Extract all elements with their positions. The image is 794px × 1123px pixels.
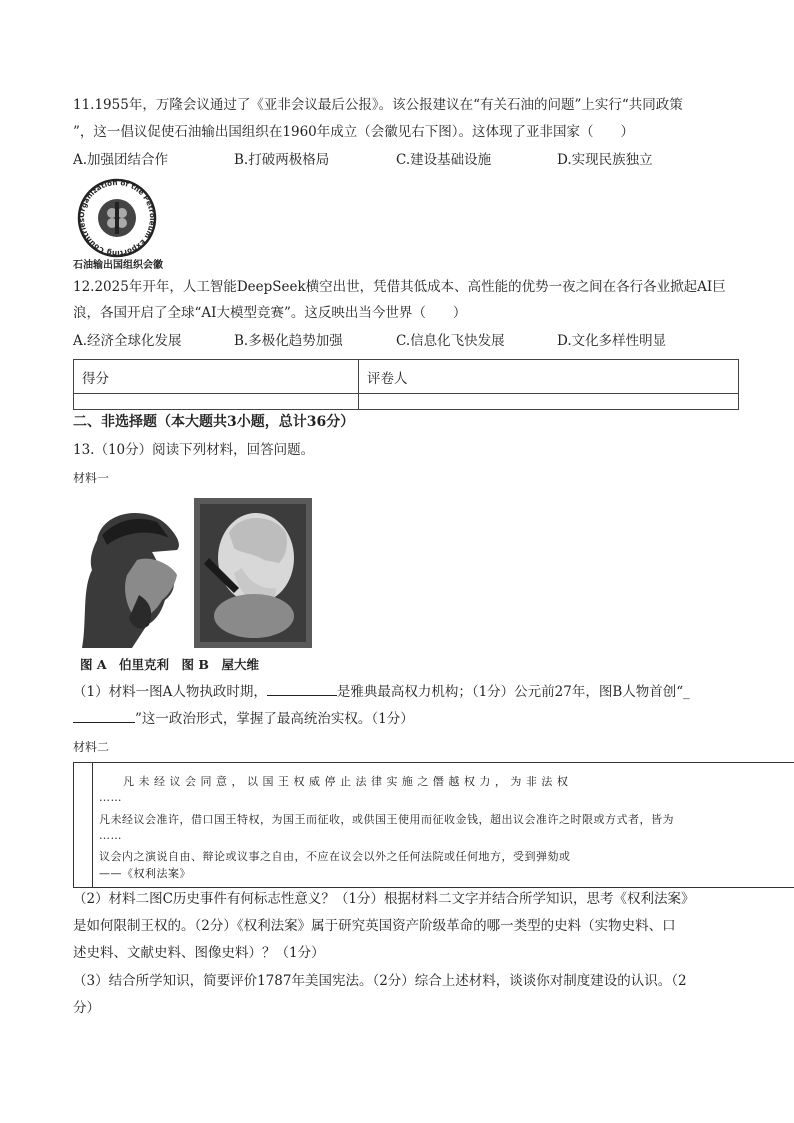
quote-line-2: 凡未经议会准许，借口国王特权，为国王而征收，或供国王使用而征收金钱，超出议会准许之时限或方式者，皆为: [99, 813, 674, 826]
score-cell[interactable]: [74, 394, 359, 410]
sub1-part-c: ”这一政治形式，掌握了最高统治实权。（1分）: [135, 711, 414, 727]
q12-line1: 12.2025年开年，人工智能DeepSeek横空出世，凭借其低成本、高性能的优势一夜之间在各行各业掀起AI巨: [73, 279, 726, 295]
quote-ellipsis-1: ……: [99, 791, 122, 804]
answer-blank-1[interactable]: [267, 681, 337, 696]
q13-sub2-line3: 述史料、文献史料、图像史料）？（1分）: [73, 945, 325, 961]
grader-cell[interactable]: [359, 394, 739, 410]
q13-sub1-line1: [73, 681, 690, 702]
octavian-image: [194, 498, 312, 648]
material2-label: 材料二: [73, 740, 110, 754]
emblem-caption: 石油输出国组织会徽: [73, 260, 163, 271]
score-header: 得分: [74, 360, 359, 394]
q11-line2: ”，这一倡议促使石油输出国组织在1960年成立（会徽见右下图）。这体现了亚非国家（ ）: [73, 124, 635, 140]
material2-quote-box: [73, 762, 794, 888]
emblem-ring-text: Organization of the Petroleum Exporting Countries: [76, 178, 158, 258]
answer-blank-2[interactable]: [73, 708, 135, 723]
section2-heading: 二、非选择题（本大题共3小题，总计36分）: [73, 414, 355, 430]
image-caption: 图 A 伯里克利 图 B 屋大维: [80, 657, 259, 672]
sub1-part-b: 是雅典最高权力机构；（1分）公元前27年，图B人物首创“_: [336, 684, 690, 700]
q11-option-b: B.打破两极格局: [234, 152, 330, 168]
pericles-image: [77, 500, 189, 648]
q12-option-c: C.信息化飞快发展: [396, 333, 505, 349]
quote-source: ——《权利法案》: [99, 867, 191, 880]
q13-intro: 13.（10分）阅读下列材料，回答问题。: [73, 442, 315, 458]
opec-emblem-icon: [74, 178, 160, 258]
sub1-part-a: （1）材料一图A人物执政时期，: [73, 684, 267, 700]
q13-sub1-line2: [73, 708, 414, 729]
material1-label: 材料一: [73, 471, 110, 485]
q12-option-d: D.文化多样性明显: [557, 333, 667, 349]
quote-line-1: 凡 未 经 议 会 同 意 ， 以 国 王 权 威 停 止 法 律 实 施 之 僭 越 权 力 ， 为 非 法 权: [123, 775, 569, 788]
q11-option-c: C.建设基础设施: [396, 152, 492, 168]
grader-header: 评卷人: [359, 360, 739, 394]
q11-line1: 11.1955年，万隆会议通过了《亚非会议最后公报》。该公报建议在“有关石油的问题”上实行“共同政策: [73, 97, 683, 113]
q11-option-d: D.实现民族独立: [557, 152, 653, 168]
score-table: [73, 359, 739, 410]
q13-sub3-line1: （3）结合所学知识，简要评价1787年美国宪法。（2分）综合上述材料，谈谈你对制度建设的认识。（2: [73, 973, 687, 989]
q13-sub2-line2: 是如何限制王权的。（2分）《权利法案》属于研究英国资产阶级革命的哪一类型的史料（实物史料、口: [73, 918, 676, 934]
q12-line2: 浪，各国开启了全球“AI大模型竞赛”。这反映出当今世界（ ）: [73, 305, 467, 321]
q13-sub2-line1: （2）材料二图C历史事件有何标志性意义？（1分）根据材料二文字并结合所学知识，思考《权利法案》: [73, 891, 695, 907]
quote-inner-frame: [92, 763, 794, 887]
q12-option-b: B.多极化趋势加强: [234, 333, 343, 349]
quote-line-3: 议会内之演说自由、辩论或议事之自由，不应在议会以外之任何法院或任何地方，受到弹劾或: [99, 850, 571, 863]
q11-option-a: A.加强团结合作: [73, 152, 169, 168]
q13-sub3-line2: 分）: [73, 1000, 100, 1016]
quote-ellipsis-2: ……: [99, 829, 122, 842]
q12-option-a: A.经济全球化发展: [73, 333, 182, 349]
